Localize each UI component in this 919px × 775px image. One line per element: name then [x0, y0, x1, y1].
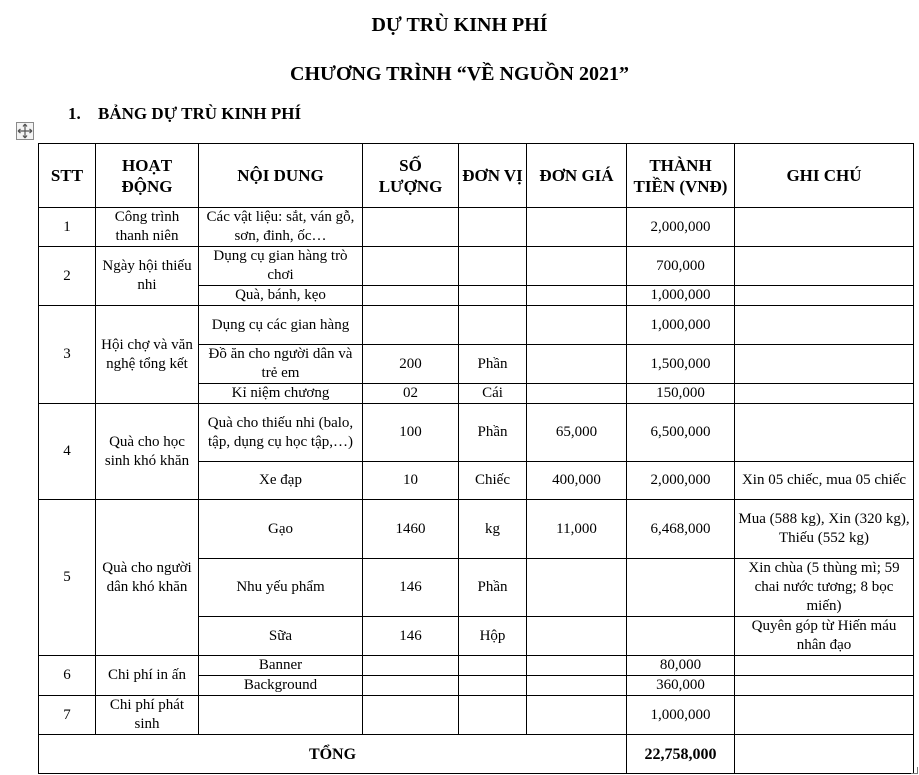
header-so-luong: SỐ LƯỢNG	[363, 144, 459, 208]
price-cell	[527, 696, 627, 735]
total-cell: 150,000	[627, 384, 735, 404]
unit-cell	[459, 247, 527, 286]
header-hoat-dong: HOẠT ĐỘNG	[96, 144, 199, 208]
qty-cell: 100	[363, 404, 459, 462]
content-cell: Banner	[199, 656, 363, 676]
price-cell	[527, 247, 627, 286]
unit-cell	[459, 676, 527, 696]
header-don-vi: ĐƠN VỊ	[459, 144, 527, 208]
note-cell: Quyên góp từ Hiến máu nhân đạo	[735, 617, 914, 656]
total-cell: 6,468,000	[627, 500, 735, 559]
unit-cell	[459, 208, 527, 247]
section-title: BẢNG DỰ TRÙ KINH PHÍ	[98, 104, 302, 123]
note-cell	[735, 286, 914, 306]
activity-cell: Quà cho người dân khó khăn	[96, 500, 199, 656]
note-cell	[735, 247, 914, 286]
price-cell	[527, 345, 627, 384]
activity-cell: Chi phí phát sinh	[96, 696, 199, 735]
note-cell	[735, 676, 914, 696]
qty-cell: 146	[363, 559, 459, 617]
qty-cell: 146	[363, 617, 459, 656]
qty-cell: 1460	[363, 500, 459, 559]
total-cell: 80,000	[627, 656, 735, 676]
content-cell: Kỉ niệm chương	[199, 384, 363, 404]
note-cell	[735, 384, 914, 404]
total-note-cell	[735, 735, 914, 774]
activity-cell: Ngày hội thiếu nhi	[96, 247, 199, 306]
content-cell: Xe đạp	[199, 462, 363, 500]
unit-cell: Phần	[459, 559, 527, 617]
note-cell: Xin 05 chiếc, mua 05 chiếc	[735, 462, 914, 500]
header-ghi-chu: GHI CHÚ	[735, 144, 914, 208]
header-row	[39, 144, 914, 208]
price-cell	[527, 676, 627, 696]
price-cell	[527, 617, 627, 656]
price-cell	[527, 384, 627, 404]
content-cell: Dụng cụ các gian hàng	[199, 306, 363, 345]
note-cell: Xin chùa (5 thùng mì; 59 chai nước tương; 8 bọc miến)	[735, 559, 914, 617]
table-row	[39, 306, 914, 345]
content-cell: Quà, bánh, kẹo	[199, 286, 363, 306]
total-cell	[627, 559, 735, 617]
qty-cell	[363, 306, 459, 345]
price-cell	[527, 306, 627, 345]
unit-cell: Phần	[459, 404, 527, 462]
note-cell	[735, 345, 914, 384]
content-cell: Sữa	[199, 617, 363, 656]
content-cell	[199, 696, 363, 735]
content-cell: Nhu yếu phẩm	[199, 559, 363, 617]
unit-cell: Hộp	[459, 617, 527, 656]
unit-cell: Phần	[459, 345, 527, 384]
table-row	[39, 696, 914, 735]
unit-cell	[459, 306, 527, 345]
stt-cell: 6	[39, 656, 96, 696]
section-heading	[68, 104, 301, 124]
unit-cell: Chiếc	[459, 462, 527, 500]
price-cell	[527, 286, 627, 306]
total-cell: 1,500,000	[627, 345, 735, 384]
qty-cell	[363, 208, 459, 247]
qty-cell: 200	[363, 345, 459, 384]
table-row	[39, 404, 914, 462]
qty-cell	[363, 286, 459, 306]
unit-cell: Cái	[459, 384, 527, 404]
price-cell: 400,000	[527, 462, 627, 500]
content-cell: Đồ ăn cho người dân và trẻ em	[199, 345, 363, 384]
price-cell: 65,000	[527, 404, 627, 462]
content-cell: Gạo	[199, 500, 363, 559]
price-cell	[527, 656, 627, 676]
qty-cell	[363, 676, 459, 696]
note-cell	[735, 306, 914, 345]
document-title: DỰ TRÙ KINH PHÍ	[371, 14, 548, 36]
content-cell: Dụng cụ gian hàng trò chơi	[199, 247, 363, 286]
table-row	[39, 500, 914, 559]
document-subtitle: CHƯƠNG TRÌNH “VỀ NGUỒN 2021”	[290, 63, 629, 85]
qty-cell	[363, 247, 459, 286]
unit-cell	[459, 696, 527, 735]
qty-cell	[363, 656, 459, 676]
move-icon[interactable]	[16, 122, 34, 140]
header-don-gia: ĐƠN GIÁ	[527, 144, 627, 208]
table-row	[39, 208, 914, 247]
stt-cell: 3	[39, 306, 96, 404]
activity-cell: Chi phí in ấn	[96, 656, 199, 696]
note-cell	[735, 696, 914, 735]
stt-cell: 7	[39, 696, 96, 735]
total-cell: 1,000,000	[627, 696, 735, 735]
total-row	[39, 735, 914, 774]
budget-table	[38, 143, 914, 774]
content-cell: Background	[199, 676, 363, 696]
total-cell: 360,000	[627, 676, 735, 696]
total-cell: 1,000,000	[627, 286, 735, 306]
activity-cell: Công trình thanh niên	[96, 208, 199, 247]
price-cell: 11,000	[527, 500, 627, 559]
section-number: 1.	[68, 104, 81, 123]
note-cell	[735, 404, 914, 462]
total-label: TỔNG	[39, 735, 627, 774]
content-cell: Các vật liệu: sắt, ván gỗ, sơn, đinh, ốc…	[199, 208, 363, 247]
price-cell	[527, 559, 627, 617]
unit-cell	[459, 286, 527, 306]
unit-cell: kg	[459, 500, 527, 559]
table-row	[39, 656, 914, 676]
header-stt: STT	[39, 144, 96, 208]
stt-cell: 4	[39, 404, 96, 500]
total-cell: 6,500,000	[627, 404, 735, 462]
header-thanh-tien: THÀNH TIỀN (VNĐ)	[627, 144, 735, 208]
qty-cell	[363, 696, 459, 735]
header-noi-dung: NỘI DUNG	[199, 144, 363, 208]
note-cell: Mua (588 kg), Xin (320 kg), Thiếu (552 kg)	[735, 500, 914, 559]
qty-cell: 10	[363, 462, 459, 500]
stt-cell: 5	[39, 500, 96, 656]
total-cell	[627, 617, 735, 656]
total-cell: 700,000	[627, 247, 735, 286]
total-cell: 1,000,000	[627, 306, 735, 345]
stt-cell: 1	[39, 208, 96, 247]
unit-cell	[459, 656, 527, 676]
qty-cell: 02	[363, 384, 459, 404]
total-cell: 2,000,000	[627, 208, 735, 247]
total-cell: 2,000,000	[627, 462, 735, 500]
content-cell: Quà cho thiếu nhi (balo, tập, dụng cụ học tập,…)	[199, 404, 363, 462]
activity-cell: Quà cho học sinh khó khăn	[96, 404, 199, 500]
price-cell	[527, 208, 627, 247]
activity-cell: Hội chợ và văn nghệ tổng kết	[96, 306, 199, 404]
note-cell	[735, 208, 914, 247]
page-corner-mark	[911, 767, 918, 774]
total-value: 22,758,000	[627, 735, 735, 774]
stt-cell: 2	[39, 247, 96, 306]
note-cell	[735, 656, 914, 676]
table-row	[39, 247, 914, 286]
